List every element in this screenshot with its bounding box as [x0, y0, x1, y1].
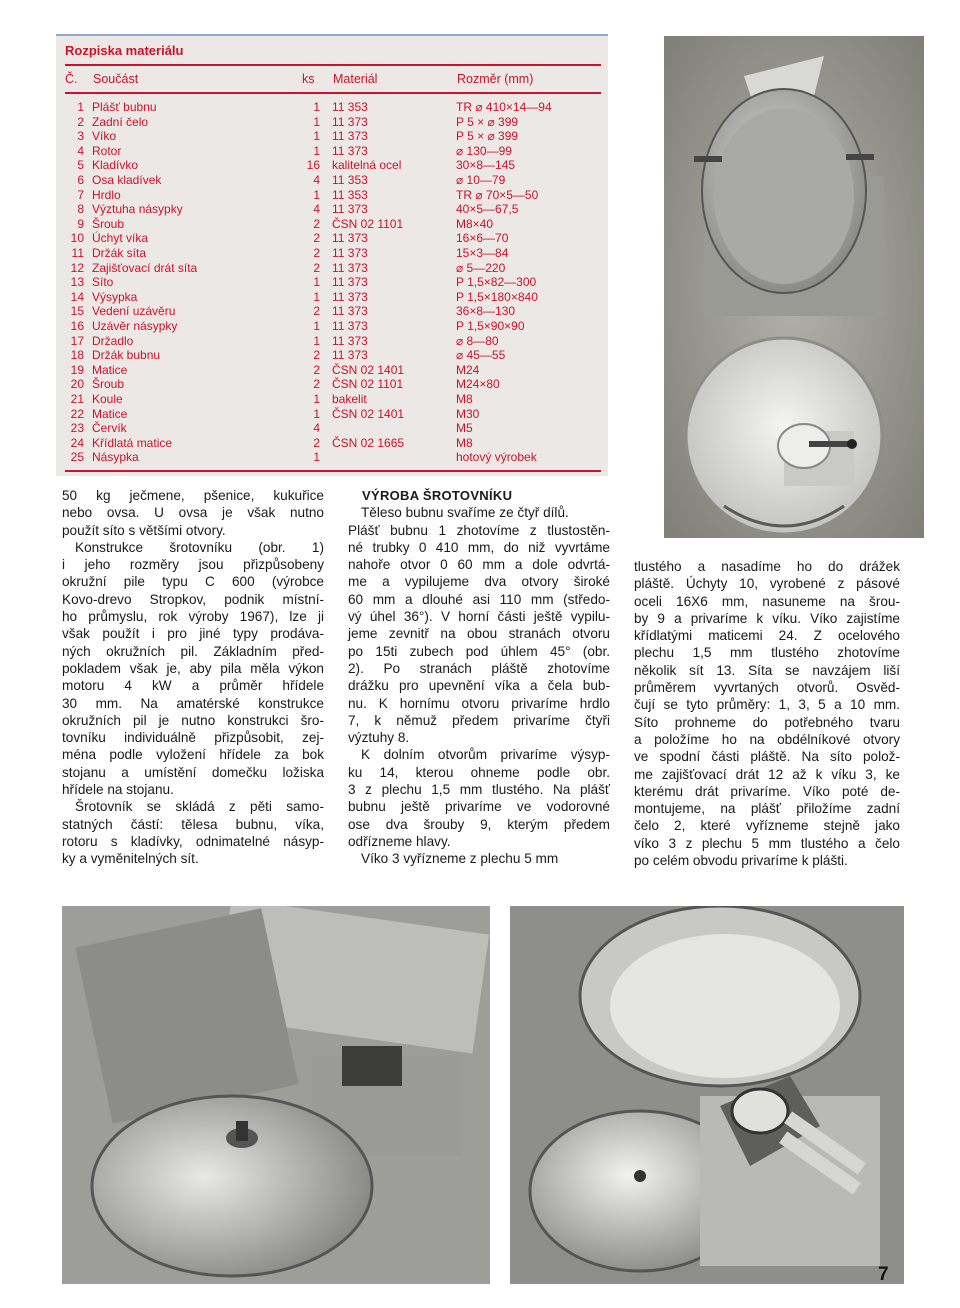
- row-dimension: TR ⌀ 410×14—94: [456, 100, 552, 114]
- row-dimension: P 1,5×82—300: [456, 275, 537, 290]
- header-qty: ks: [302, 72, 315, 86]
- text-line: čelo 2, které vyřízneme stejně jako: [634, 818, 900, 834]
- row-no: 18: [70, 348, 84, 363]
- text-line: nu. K hornímu otvoru privaríme hrdlo: [348, 695, 610, 711]
- text-line: Plášť bubnu 1 zhotovíme z tlustostěn-: [348, 522, 610, 538]
- row-part: Síto: [92, 275, 114, 290]
- row-part: Víko: [92, 129, 117, 144]
- material-row: [56, 231, 608, 246]
- row-dimension: P 5 × ⌀ 399: [456, 114, 519, 129]
- row-part: Koule: [92, 392, 123, 406]
- row-qty: 1: [313, 450, 320, 465]
- row-part: Červík: [92, 421, 127, 436]
- text-line: 30 mm. Na amatérské konstrukce: [62, 695, 324, 711]
- row-material: ČSN 02 1101: [332, 216, 404, 231]
- col2-lines: [348, 504, 610, 867]
- row-no: 8: [77, 202, 84, 217]
- row-part: Šroub: [92, 216, 125, 231]
- text-line: motoru 4 kW a průměr hřídele: [62, 678, 324, 694]
- text-line: i jeho rozměry jsou přizpůsobeny: [62, 557, 324, 573]
- row-material: kalitelná ocel: [332, 158, 402, 173]
- row-material: 11 353: [332, 173, 368, 187]
- row-qty: 2: [313, 246, 320, 260]
- row-dimension: hotový výrobek: [456, 450, 537, 465]
- text-line: okružních pil je nutno konstrukci šro-: [62, 712, 324, 728]
- text-line: Těleso bubnu svaříme ze čtyř dílů.: [361, 505, 569, 521]
- row-dimension: P 1,5×180×840: [456, 289, 538, 304]
- title-rule: [65, 64, 601, 66]
- row-part: Držák síta: [92, 246, 147, 260]
- row-dimension: M30: [456, 406, 480, 421]
- text-column-3: [634, 558, 900, 869]
- header-dimension: Rozměr (mm): [457, 72, 534, 86]
- row-qty: 1: [313, 129, 320, 144]
- material-row: [56, 407, 608, 422]
- row-part: Křídlatá matice: [92, 435, 173, 450]
- row-material: 11 373: [332, 202, 368, 217]
- row-material: 11 373: [332, 129, 368, 144]
- row-part: Úchyt víka: [92, 231, 149, 246]
- row-qty: 2: [313, 231, 320, 246]
- material-row: [56, 129, 608, 144]
- text-line: Šrotovník se skládá z pěti samo-: [75, 799, 324, 815]
- material-row: [56, 304, 608, 319]
- text-line: 7, k němuž předem privaríme čtyři: [348, 712, 610, 728]
- photo-rotor-parts: [510, 906, 904, 1284]
- row-no: 22: [70, 406, 84, 421]
- row-qty: 2: [313, 260, 320, 275]
- text-line: montujeme, na plášť přiložíme zadní: [634, 801, 900, 817]
- row-part: Držadlo: [92, 333, 134, 348]
- row-no: 25: [70, 450, 84, 465]
- text-line: me a vypilujeme dva otvory široké: [348, 574, 610, 590]
- row-material: 11 353: [332, 187, 368, 202]
- text-line: pokladem však je, aby pila měla výkon: [62, 660, 324, 676]
- text-line: me zajišťovací drát 12 až k víku 3, ke: [634, 766, 900, 782]
- row-part: Kladívko: [92, 158, 139, 173]
- text-line: ve spodní části pláště. Na síto polož-: [634, 749, 900, 765]
- row-dimension: M8: [456, 435, 473, 450]
- row-qty: 16: [306, 158, 320, 173]
- row-no: 24: [70, 435, 84, 450]
- row-material: ČSN 02 1665: [332, 435, 405, 450]
- row-qty: 1: [313, 406, 320, 421]
- text-line: křídlatými maticemi 24. Z ocelového: [634, 628, 900, 644]
- row-part: Matice: [92, 362, 128, 377]
- row-dimension: M5: [456, 421, 473, 436]
- row-qty: 4: [313, 421, 320, 436]
- row-part: Osa kladívek: [92, 173, 162, 187]
- row-material: 11 373: [332, 260, 368, 275]
- material-row: [56, 348, 608, 363]
- material-row: [56, 436, 608, 451]
- text-line: statných částí: tělesa bubnu, víka,: [62, 816, 324, 832]
- header-material: Materiál: [333, 72, 378, 86]
- text-line: vý úhel 36°). V horní části ještě vypilu-: [348, 609, 610, 625]
- text-line: ky a vyměnitelných sít.: [62, 851, 199, 867]
- row-no: 20: [70, 377, 84, 392]
- text-line: ho průmyslu, rok výroby 1967), lze ji: [62, 609, 324, 625]
- row-qty: 2: [313, 348, 320, 363]
- material-row: [56, 392, 608, 407]
- text-column-1: [62, 487, 324, 868]
- text-line: ména podle vyložení hřídele za bok: [62, 747, 324, 763]
- row-qty: 1: [313, 392, 320, 406]
- material-row: [56, 188, 608, 203]
- top-rule: [56, 34, 608, 36]
- row-qty: 2: [313, 304, 320, 319]
- row-no: 14: [70, 289, 84, 304]
- row-dimension: ⌀ 130—99: [456, 143, 512, 158]
- row-no: 5: [77, 158, 84, 173]
- row-part: Plášť bubnu: [92, 100, 157, 114]
- row-no: 11: [71, 246, 84, 260]
- text-line: odřízneme hlavy.: [348, 833, 451, 849]
- row-dimension: P 5 × ⌀ 399: [456, 129, 519, 144]
- text-line: výztuhy 8.: [348, 730, 410, 746]
- row-no: 23: [70, 421, 84, 436]
- row-no: 7: [77, 187, 84, 202]
- row-no: 6: [77, 173, 84, 187]
- row-qty: 1: [313, 100, 320, 114]
- row-dimension: M24×80: [456, 377, 500, 392]
- text-line: ose dva šrouby 9, kterým předem: [348, 816, 610, 832]
- row-dimension: TR ⌀ 70×5—50: [456, 187, 539, 202]
- row-qty: 2: [313, 377, 320, 392]
- material-row: [56, 202, 608, 217]
- row-part: Matice: [92, 406, 128, 421]
- text-line: oceli 16X6 mm, nasuneme na šrou-: [634, 593, 900, 609]
- text-line: po 15ti zubech pod úhlem 45° (obr.: [348, 643, 610, 659]
- text-line: Síto prohneme do potřebného tvaru: [634, 714, 900, 730]
- header-no: Č.: [65, 72, 78, 86]
- text-line: pláště. Úchyty 10, vyrobené z pásové: [634, 576, 900, 592]
- text-line: plechu 1,5 mm tlustého zhotovíme: [634, 645, 900, 661]
- row-qty: 1: [313, 143, 320, 158]
- text-line: nahoře otvor 0 60 mm a dole odvrtá-: [348, 557, 610, 573]
- row-material: 11 373: [332, 231, 368, 246]
- text-line: Víko 3 vyřízneme z plechu 5 mm: [361, 851, 559, 867]
- row-material: 11 373: [332, 143, 368, 158]
- bottom-rule: [65, 470, 601, 472]
- text-line: by 9 a privaríme k víku. Víko zajistíme: [634, 610, 900, 626]
- row-no: 3: [77, 129, 84, 144]
- row-part: Hrdlo: [92, 187, 121, 202]
- text-line: Kovo-drevo Stropkov, podnik místní-: [62, 591, 324, 607]
- row-material: 11 373: [332, 289, 368, 304]
- material-row: [56, 334, 608, 349]
- row-dimension: M8×40: [456, 216, 494, 231]
- row-no: 15: [70, 304, 84, 319]
- row-qty: 1: [313, 275, 320, 290]
- text-line: drážku pro upevnění víka a čela bub-: [348, 678, 610, 694]
- row-dimension: M24: [456, 362, 480, 377]
- row-no: 2: [77, 114, 84, 129]
- material-row: [56, 450, 608, 465]
- text-line: použít síto s většími otvory.: [62, 522, 226, 538]
- col1-lines: [62, 487, 324, 868]
- text-line: po celém obvodu privaríme k plášti.: [634, 853, 848, 869]
- row-no: 16: [70, 319, 84, 333]
- row-dimension: ⌀ 45—55: [456, 348, 506, 363]
- row-material: 11 373: [332, 348, 368, 363]
- row-dimension: P 1,5×90×90: [456, 319, 525, 333]
- text-line: K dolním otvorům privaríme výsyp-: [361, 747, 610, 763]
- row-material: bakelit: [332, 392, 367, 406]
- material-row: [56, 275, 608, 290]
- photo-drum-opened: [62, 906, 490, 1284]
- material-row: [56, 363, 608, 378]
- row-material: ČSN 02 1401: [332, 406, 405, 421]
- row-part: Násypka: [92, 450, 139, 465]
- material-row: [56, 100, 608, 115]
- material-row: [56, 217, 608, 232]
- row-no: 13: [70, 275, 84, 290]
- col3-lines: [634, 558, 900, 869]
- section-heading: VÝROBA ŠROTOVNÍKU: [362, 488, 513, 503]
- row-part: Zajišťovací drát síta: [92, 260, 198, 275]
- row-dimension: 16×6—70: [456, 231, 509, 246]
- row-dimension: 40×5—67,5: [456, 202, 519, 217]
- text-line: však použít i pro jiné typy prodáva-: [62, 626, 324, 642]
- row-qty: 4: [313, 173, 320, 187]
- row-qty: 1: [313, 187, 320, 202]
- row-qty: 1: [313, 319, 320, 333]
- row-material: 11 373: [332, 246, 368, 260]
- material-row: [56, 421, 608, 436]
- text-line: průměrem vyvrtaných otvorů. Osvěd-: [634, 680, 900, 696]
- material-row: [56, 115, 608, 130]
- text-line: několik sít 13. Síta se navzájem liší: [634, 662, 900, 678]
- row-qty: 4: [313, 202, 320, 217]
- row-dimension: ⌀ 10—79: [456, 173, 506, 187]
- row-no: 17: [70, 333, 84, 348]
- text-line: 2). Po stranách pláště zhotovíme: [348, 660, 610, 676]
- text-line: ku 14, kterou ohneme podle obr.: [348, 764, 610, 780]
- row-no: 4: [77, 143, 84, 158]
- text-line: tlustého a nasadíme ho do drážek: [634, 559, 900, 574]
- row-material: ČSN 02 1101: [332, 377, 404, 392]
- row-no: 12: [70, 260, 84, 275]
- page-number: 7: [878, 1264, 889, 1285]
- text-line: čují se tyto průměry: 1, 3, 5 a 10 mm.: [634, 697, 900, 713]
- row-material: 11 373: [332, 333, 368, 348]
- row-dimension: 15×3—84: [456, 246, 509, 260]
- material-row: [56, 290, 608, 305]
- row-part: Šroub: [92, 377, 125, 392]
- text-line: hřídele na stojanu.: [62, 782, 174, 798]
- text-line: rotoru s kladívky, odnimatelné násyp-: [62, 833, 324, 849]
- row-part: Uzávěr násypky: [92, 319, 178, 333]
- row-part: Výztuha násypky: [92, 202, 183, 217]
- row-no: 9: [77, 216, 84, 231]
- row-material: 11 373: [332, 304, 368, 319]
- row-qty: 1: [313, 333, 320, 348]
- material-row: [56, 246, 608, 261]
- text-line: 60 mm a dlouhé asi 110 mm (středo-: [348, 591, 610, 607]
- material-list-title: Rozpiska materiálu: [65, 43, 184, 58]
- row-dimension: ⌀ 5—220: [456, 260, 506, 275]
- material-row: [56, 173, 608, 188]
- text-line: kterému drát privaríme. Víko poté de-: [634, 783, 900, 799]
- row-dimension: ⌀ 8—80: [456, 333, 499, 348]
- header-rule: [65, 92, 601, 94]
- row-qty: 1: [313, 114, 320, 129]
- row-no: 21: [70, 392, 84, 406]
- text-line: jeme zevnitř na obou stranách otvoru: [348, 626, 610, 642]
- row-material: 11 353: [332, 100, 368, 114]
- text-line: ných okružních pil. Základním před-: [62, 643, 324, 659]
- material-row: [56, 319, 608, 334]
- row-material: 11 373: [332, 114, 368, 129]
- row-part: Výsypka: [92, 289, 138, 304]
- row-no: 10: [70, 231, 84, 246]
- material-row: [56, 158, 608, 173]
- row-dimension: M8: [456, 392, 473, 406]
- text-line: 3 z plechu 1,5 mm tlustého. Na plášť: [348, 782, 610, 798]
- photo-drum-assembly: [664, 36, 924, 538]
- row-material: ČSN 02 1401: [332, 362, 405, 377]
- row-part: Rotor: [92, 143, 122, 158]
- row-qty: 1: [313, 289, 320, 304]
- material-row: [56, 377, 608, 392]
- row-dimension: 36×8—130: [456, 304, 516, 319]
- text-line: stojanu a umístění domečku ložiska: [62, 764, 324, 780]
- text-line: 50 kg ječmene, pšenice, kukuřice: [62, 488, 324, 503]
- row-material: 11 373: [332, 319, 368, 333]
- row-no: 19: [70, 362, 84, 377]
- text-line: okružní pile typu C 600 (výrobce: [62, 574, 324, 590]
- text-column-2: [348, 487, 610, 868]
- text-line: né trubky 0 410 mm, do niž vyvrtáme: [348, 539, 610, 555]
- text-line: a položíme ho na obdélníkové otvory: [634, 731, 900, 747]
- row-part: Zadní čelo: [92, 114, 149, 129]
- material-list-panel: [56, 34, 608, 476]
- text-line: Konstrukce šrotovníku (obr. 1): [75, 539, 324, 555]
- text-line: víko 3 z plechu 5 mm tlustého a čelo: [634, 835, 900, 851]
- row-part: Držák bubnu: [92, 348, 161, 363]
- text-line: nebo ovsa. U ovsa je však nutno: [62, 505, 324, 521]
- row-qty: 2: [313, 362, 320, 377]
- material-row: [56, 261, 608, 276]
- text-line: bubnu ještě privaríme ve vodorovné: [348, 799, 610, 815]
- row-material: 11 373: [332, 275, 368, 290]
- header-part: Součást: [93, 72, 139, 86]
- text-line: tovníku individuálně přizpůsobit, zej-: [62, 730, 324, 746]
- row-qty: 2: [313, 435, 320, 450]
- row-qty: 2: [313, 216, 320, 231]
- row-no: 1: [77, 100, 84, 114]
- row-part: Vedení uzávěru: [92, 304, 176, 319]
- row-dimension: 30×8—145: [456, 158, 516, 173]
- material-row: [56, 144, 608, 159]
